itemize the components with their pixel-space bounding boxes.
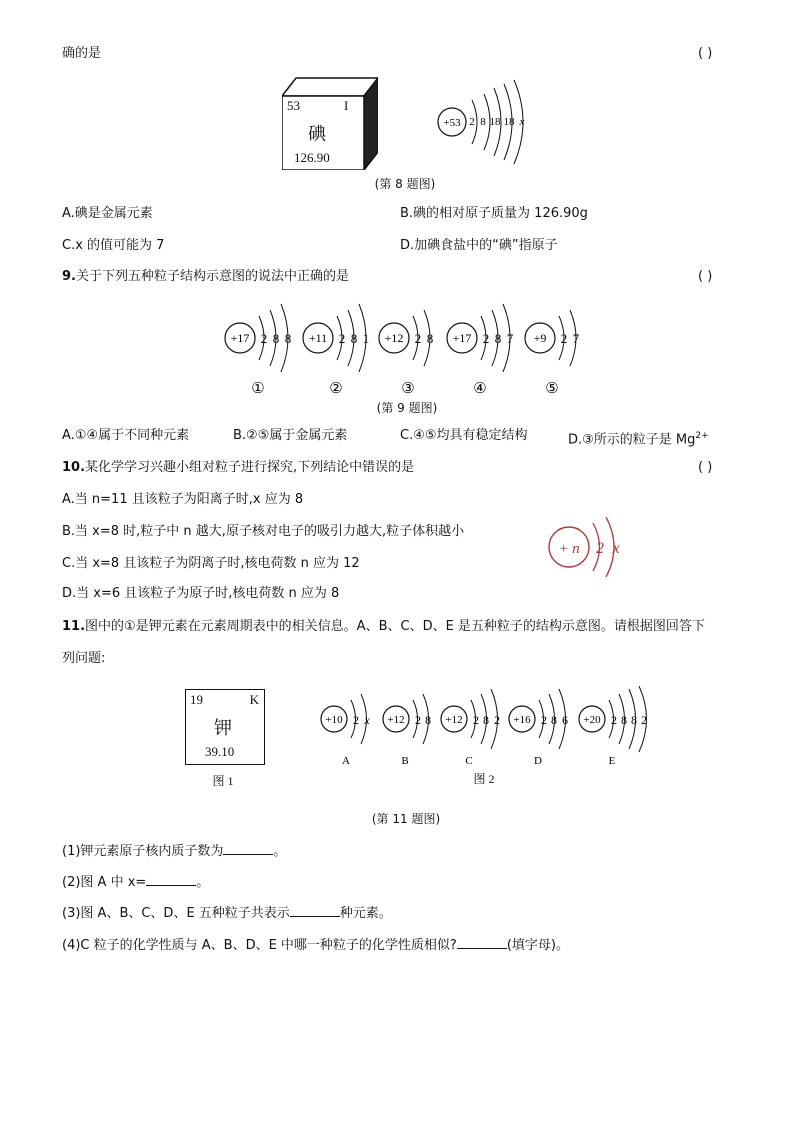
q11-sub-1-tail: 。 — [273, 844, 287, 859]
q11-particle-b-nucleus: +12 — [387, 714, 405, 726]
q8-atomic-number: 53 — [287, 98, 300, 113]
q11-particle-b — [383, 694, 431, 767]
q9-particle-2-label: ② — [329, 381, 343, 397]
q11-number: 11. — [62, 619, 86, 634]
q10-stem — [62, 459, 414, 477]
q9-particle-4-shell: 2 — [482, 331, 490, 346]
q9-stem-text: 关于下列五种粒子结构示意图的说法中正确的是 — [75, 269, 349, 284]
q11-sub-4 — [62, 936, 569, 955]
q9-particle-4-nucleus: +17 — [452, 331, 472, 345]
q8-atom-diagram — [432, 78, 542, 168]
q11-sub-2-answer-blank[interactable] — [146, 873, 196, 886]
q9-particle-2-shell: 2 — [338, 331, 346, 346]
q9-particle-4 — [447, 304, 514, 397]
q11-particle-b-label: B — [401, 755, 409, 767]
q11-particle-e — [579, 686, 647, 767]
q9-particle-1-shell: 2 — [260, 331, 268, 346]
q9-particle-5-label: ⑤ — [545, 381, 559, 397]
q9-particle-3-nucleus: +12 — [384, 331, 404, 345]
q9-particle-3 — [379, 310, 433, 397]
q9-particle-2-shell: 8 — [350, 331, 358, 346]
q10-option-a: A.当 n=11 且该粒子为阳离子时,x 应为 8 — [62, 492, 304, 507]
q8-option-c: C.x 的值可能为 7 — [62, 238, 165, 253]
q11-fig2-label: 图 2 — [473, 772, 495, 786]
q8-shell-electrons: 2 — [469, 116, 475, 128]
q9-option-b: B.②⑤属于金属元素 — [233, 428, 348, 443]
q10-answer-paren: ( ) — [698, 460, 713, 475]
q10-particle-diagram — [546, 513, 636, 583]
q11-particle-e-label: E — [608, 755, 616, 767]
q11-particle-d — [509, 689, 568, 767]
q9-particle-2 — [303, 304, 369, 397]
q11-sub-3-tail: 种元素。 — [339, 906, 392, 921]
q9-particles-diagram — [218, 298, 598, 408]
q11-sub-1 — [62, 842, 286, 861]
q11-sub-4-tail: (填字母)。 — [506, 938, 569, 953]
q11-particle-a-nucleus: +10 — [325, 714, 343, 726]
q10-number: 10. — [62, 460, 86, 475]
q11-particle-c-nucleus: +12 — [445, 714, 463, 726]
q8-stem-tail: 确的是 — [62, 46, 102, 61]
q9-particle-4-shell: 7 — [506, 331, 514, 346]
q9-option-c: C.④⑤均具有稳定结构 — [400, 428, 528, 443]
q9-particle-4-label: ④ — [473, 381, 487, 397]
q10-option-c: C.当 x=8 且该粒子为阴离子时,核电荷数 n 应为 12 — [62, 556, 360, 571]
q9-particle-5-nucleus: +9 — [533, 331, 547, 345]
q11-stem-line1 — [62, 618, 705, 636]
q11-sub-2-tail: 。 — [196, 875, 210, 890]
q11-particle-d-shell: 6 — [562, 713, 568, 727]
q9-particle-3-shell: 2 — [414, 331, 422, 346]
q11-particle-a-shell: 2 — [353, 713, 359, 727]
q8-element-symbol: I — [344, 98, 349, 113]
q10-nucleus-charge: + n — [558, 541, 580, 557]
q11-sub-3-text: (3)图 A、B、C、D、E 五种粒子共表示 — [62, 906, 290, 921]
q11-particle-a-label: A — [342, 755, 350, 767]
q11-stem-line2: 列问题: — [62, 651, 106, 666]
q11-element-symbol: K — [249, 692, 259, 707]
q8-option-a: A.碘是金属元素 — [62, 206, 153, 221]
q9-option-a: A.①④属于不同种元素 — [62, 428, 190, 443]
q8-shell-electrons: 18 — [489, 116, 501, 128]
q8-answer-paren: ( ) — [698, 46, 713, 61]
q11-sub-2-text: (2)图 A 中 x= — [62, 875, 147, 890]
q9-option-d — [568, 427, 709, 449]
q9-option-d-text: D.③所示的粒子是 Mg — [568, 432, 696, 448]
q9-particle-3-label: ③ — [401, 381, 415, 397]
q8-shell-electrons: 18 — [503, 116, 515, 128]
q11-sub-1-text: (1)钾元素原子核内质子数为 — [62, 844, 224, 859]
q11-sub-3-answer-blank[interactable] — [290, 904, 340, 917]
q11-particle-d-shell: 8 — [551, 713, 557, 727]
q9-particle-1-nucleus: +17 — [230, 331, 250, 345]
q8-element-name: 碘 — [308, 124, 326, 145]
q9-particle-5-shell: 2 — [560, 331, 568, 346]
q9-particle-3-shell: 8 — [426, 331, 434, 346]
q10-shell-electrons: x — [612, 540, 620, 557]
q10-shell-electrons: 2 — [596, 540, 604, 557]
q11-particle-a-shell: x — [364, 713, 370, 727]
q11-particle-c-label: C — [465, 755, 473, 767]
q11-sub-4-answer-blank[interactable] — [457, 936, 507, 949]
q8-option-d: D.加碘食盐中的“碘”指原子 — [400, 238, 558, 253]
q11-particle-c-shell: 2 — [494, 713, 500, 727]
q11-particle-d-nucleus: +16 — [513, 714, 531, 726]
q9-particle-1-shell: 8 — [272, 331, 280, 346]
q10-stem-text: 某化学学习兴趣小组对粒子进行探究,下列结论中错误的是 — [85, 460, 415, 475]
q8-element-card — [282, 74, 378, 170]
q11-sub-3 — [62, 904, 392, 923]
q11-particle-d-label: D — [534, 755, 542, 767]
q9-particle-4-shell: 8 — [494, 331, 502, 346]
q11-particle-d-shell: 2 — [541, 713, 547, 727]
q8-atomic-mass: 126.90 — [294, 150, 330, 165]
q11-particle-b-shell: 8 — [425, 713, 431, 727]
q8-shell-electrons: x — [519, 116, 525, 128]
q9-number: 9. — [62, 269, 76, 284]
q11-sub-4-text: (4)C 粒子的化学性质与 A、B、D、E 中哪一种粒子的化学性质相似? — [62, 938, 457, 953]
q11-atomic-mass: 39.10 — [205, 744, 235, 759]
q11-particles-diagram — [318, 686, 668, 776]
q9-answer-paren: ( ) — [698, 269, 713, 284]
q11-element-name: 钾 — [214, 718, 232, 739]
q9-figure-caption: (第 9 题图) — [376, 401, 438, 415]
q11-particle-c-shell: 2 — [473, 713, 479, 727]
q11-fig1-label: 图 1 — [212, 774, 234, 788]
q9-particle-1-shell: 8 — [284, 331, 292, 346]
q10-option-b: B.当 x=8 时,粒子中 n 越大,原子核对电子的吸引力越大,粒子体积越小 — [62, 524, 465, 539]
q11-particle-a — [321, 694, 370, 767]
q11-particle-e-nucleus: +20 — [583, 714, 601, 726]
q11-atomic-number: 19 — [190, 692, 203, 707]
q9-stem — [62, 268, 349, 286]
q11-figure-caption: (第 11 题图) — [371, 812, 441, 826]
q9-particle-5-shell: 7 — [572, 331, 580, 346]
q11-particle-e-shell: 2 — [611, 713, 617, 727]
q8-shell-electrons: 8 — [480, 116, 486, 128]
q11-particle-e-shell: 8 — [621, 713, 627, 727]
q9-particle-1-label: ① — [251, 381, 265, 397]
q9-particle-5 — [525, 310, 580, 397]
q11-particle-e-shell: 2 — [641, 713, 647, 727]
q8-figure-caption: (第 8 题图) — [374, 177, 436, 191]
q11-particle-c — [441, 689, 500, 767]
q11-particle-e-shell: 8 — [631, 713, 637, 727]
q11-element-card — [185, 689, 265, 765]
q9-particle-1 — [225, 304, 291, 397]
q11-particle-b-shell: 2 — [415, 713, 421, 727]
q10-option-d: D.当 x=6 且该粒子为原子时,核电荷数 n 应为 8 — [62, 586, 340, 601]
q8-option-b: B.碘的相对原子质量为 126.90g — [400, 206, 588, 221]
q9-particle-2-nucleus: +11 — [308, 331, 328, 345]
q11-sub-2 — [62, 873, 209, 892]
q9-particle-2-shell: 1 — [362, 331, 370, 346]
q11-sub-1-answer-blank[interactable] — [223, 842, 273, 855]
q11-particle-c-shell: 8 — [483, 713, 489, 727]
q11-stem-text: 图中的①是钾元素在元素周期表中的相关信息。A、B、C、D、E 是五种粒子的结构示意图。请根据图回答下 — [85, 619, 705, 634]
q9-option-d-charge: 2+ — [695, 431, 709, 441]
q8-nucleus-charge: +53 — [443, 117, 461, 129]
